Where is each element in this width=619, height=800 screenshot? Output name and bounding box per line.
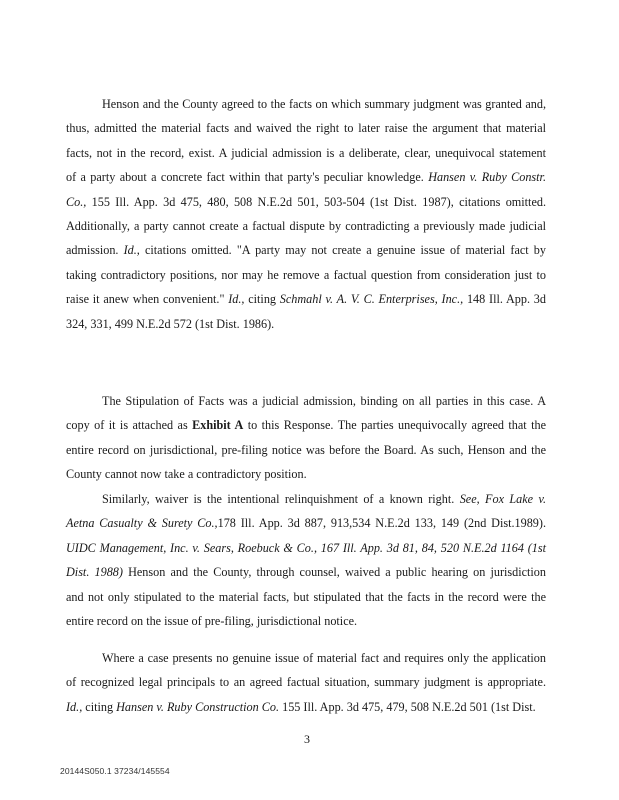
text-line: Id., citing Hansen v. Ruby Construction Co. 155 Ill. App. 3d 475, 479, 508 N.E.2d 501 (1st Dist. (66, 699, 536, 714)
text-line: thus, admitted the material facts and waived the right to later raise the argument that material (66, 121, 546, 136)
text-line: Aetna Casualty & Surety Co.,178 Ill. App. 3d 887, 913,534 N.E.2d 133, 149 (2nd Dist.1989). (66, 516, 546, 531)
document-id: 20144S050.1 37234/145554 (60, 766, 170, 776)
text-line: County cannot now take a contradictory position. (66, 467, 307, 482)
text-line: copy of it is attached as Exhibit A to this Response. The parties unequivocally agreed that the (66, 418, 546, 433)
text-line: taking contradictory positions, nor may he remove a factual question from consideration just to (66, 267, 546, 282)
text-line: Where a case presents no genuine issue of material fact and requires only the application (102, 651, 546, 665)
text-line: entire record on the issue of pre-filing, jurisdictional notice. (66, 614, 358, 629)
text-line: Additionally, a party cannot create a factual dispute by contradicting a previously made judicial (66, 219, 546, 234)
text-line: admission. Id., citations omitted. "A party may not create a genuine issue of material fact by (66, 243, 546, 258)
paragraph-waiver (66, 487, 546, 633)
text-line: Co., 155 Ill. App. 3d 475, 480, 508 N.E.2d 501, 503-504 (1st Dist. 1987), citations omitted. (66, 194, 546, 209)
text-line: UIDC Management, Inc. v. Sears, Roebuck & Co., 167 Ill. App. 3d 81, 84, 520 N.E.2d 1164 (1st (66, 540, 546, 555)
text-line: raise it anew when convenient." Id., citing Schmahl v. A. V. C. Enterprises, Inc., 148 Ill. App. 3d (66, 292, 546, 307)
paragraph-summary-judgment (66, 646, 546, 719)
text-line: Henson and the County agreed to the facts on which summary judgment was granted and, (102, 97, 546, 111)
paragraph-stipulation (66, 389, 546, 487)
text-line: of a party about a concrete fact within that party's peculiar knowledge. Hansen v. Ruby Constr. (66, 170, 546, 185)
page-number: 3 (304, 732, 310, 746)
text-line: of recognized legal principals to an agreed factual situation, summary judgment is appropriate. (66, 675, 546, 690)
paragraph-judicial-admission (66, 92, 546, 336)
text-line: and not only stipulated to the material facts, but stipulated that the facts in the record were the (66, 589, 546, 604)
text-line: 324, 331, 499 N.E.2d 572 (1st Dist. 1986). (66, 316, 275, 331)
text-line: Similarly, waiver is the intentional relinquishment of a known right. See, Fox Lake v. (102, 492, 546, 506)
text-line: facts, not in the record, exist. A judicial admission is a deliberate, clear, unequivocal statement (66, 145, 546, 160)
text-line: entire record on jurisdictional, pre-filing notice was before the Board. As such, Henson and the (66, 442, 546, 457)
text-line: The Stipulation of Facts was a judicial admission, binding on all parties in this case. A (102, 394, 546, 408)
text-line: Dist. 1988) Henson and the County, through counsel, waived a public hearing on jurisdiction (66, 565, 546, 580)
